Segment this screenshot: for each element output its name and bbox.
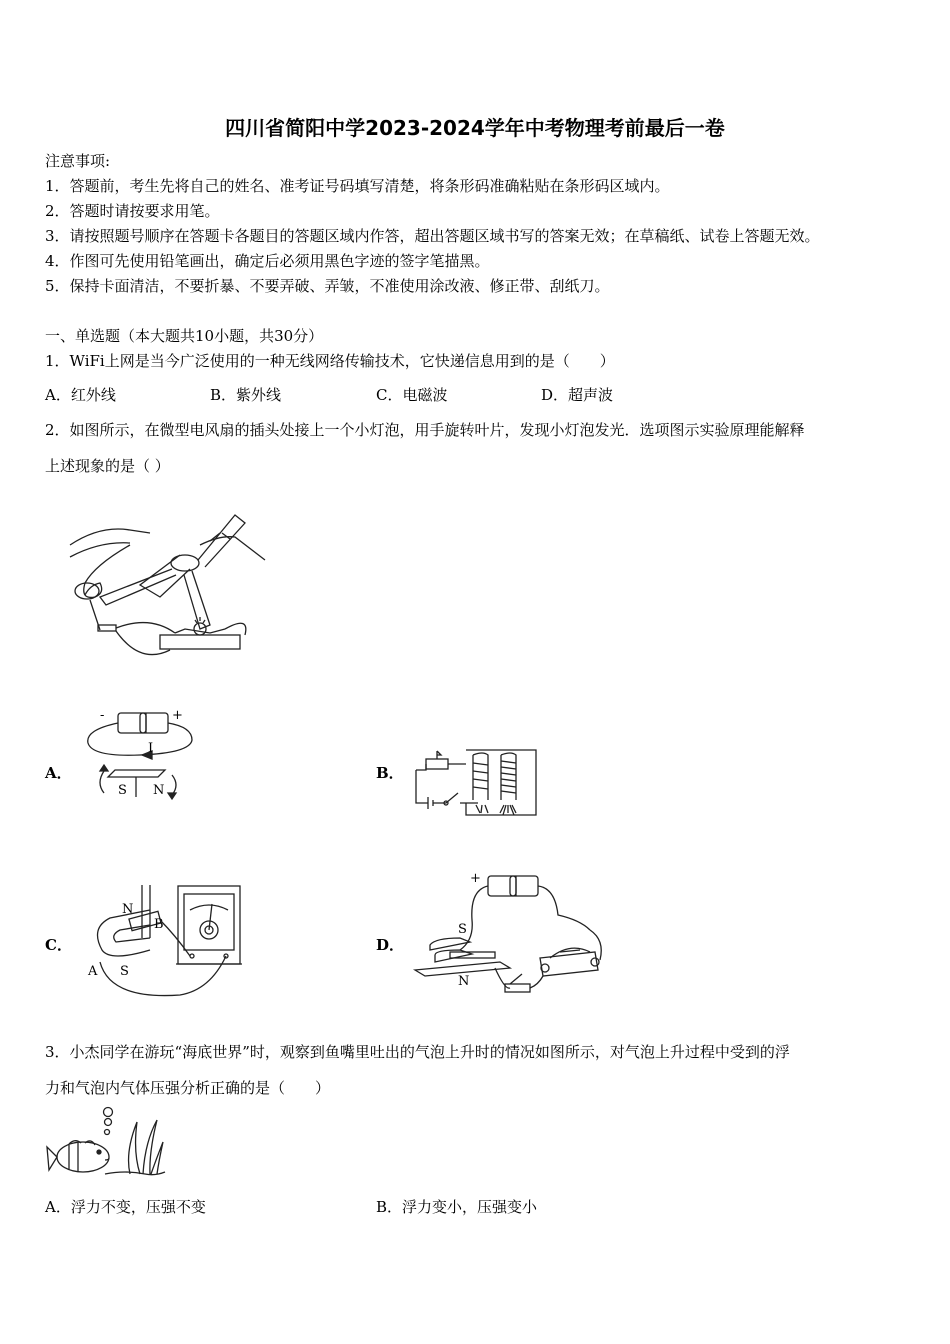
q1-option-b: B．紫外线 [210, 386, 282, 404]
q2-option-b-label: B． [376, 764, 404, 782]
option-d-figure [410, 870, 610, 1005]
q2-option-d-label: D． [376, 936, 405, 954]
option-b-figure [408, 745, 548, 820]
q1-option-c: C．电磁波 [376, 386, 448, 404]
notice-item-5: 5．保持卡面清洁，不要折暴、不要弄破、弄皱，不准使用涂改液、修正带、刮纸刀。 [45, 277, 610, 295]
fig-c-a: A [88, 964, 98, 979]
q3-option-b: B．浮力变小，压强变小 [376, 1198, 538, 1216]
page-title: 四川省简阳中学2023-2024学年中考物理考前最后一卷 [225, 116, 725, 140]
notice-item-4: 4．作图可先使用铅笔画出，确定后必须用黑色字迹的签字笔描黑。 [45, 252, 490, 270]
q1-option-a: A．红外线 [45, 386, 116, 404]
fig-d-plus: + [470, 871, 481, 886]
fig-d-north: N [458, 974, 470, 989]
fig-d-south: S [458, 922, 467, 937]
notice-heading: 注意事项: [45, 152, 111, 170]
q3-stem-line2: 力和气泡内气体压强分析正确的是（ ） [45, 1079, 331, 1097]
q3-stem-line1: 3．小杰同学在游玩“海底世界”时，观察到鱼嘴里吐出的气泡上升时的情况如图所示，对气泡上升过程中受到的浮 [45, 1043, 790, 1061]
option-a-figure [80, 705, 210, 800]
notice-item-3: 3．请按照题号顺序在答题卡各题目的答题区域内作答，超出答题区域书写的答案无效；在草稿纸、试卷上答题无效。 [45, 227, 820, 245]
fig-c-north: N [122, 902, 134, 917]
fig-a-current: I [148, 741, 154, 756]
q3-option-a: A．浮力不变，压强不变 [45, 1198, 206, 1216]
option-c-figure [80, 880, 250, 1005]
fig-a-south: S [118, 783, 127, 798]
q2-stem-line1: 2．如图所示，在微型电风扇的插头处接上一个小灯泡，用手旋转叶片，发现小灯泡发光．选项图示实验原理能解释 [45, 421, 805, 439]
q2-option-c-label: C． [45, 936, 72, 954]
fig-a-minus: - [100, 708, 105, 723]
notice-item-1: 1．答题前，考生先将自己的姓名、准考证号码填写清楚，将条形码准确粘贴在条形码区域内。 [45, 177, 670, 195]
section-heading: 一、单选题（本大题共10小题，共30分） [45, 327, 324, 345]
fan-bulb-figure [60, 505, 270, 665]
fish-bubbles-figure [45, 1112, 170, 1182]
q2-option-a-label: A． [45, 764, 72, 782]
fig-c-south: S [120, 964, 129, 979]
fig-a-north: N [153, 783, 165, 798]
q1-stem: 1．WiFi上网是当今广泛使用的一种无线网络传输技术，它快递信息用到的是（ ） [45, 352, 615, 370]
notice-item-2: 2．答题时请按要求用笔。 [45, 202, 220, 220]
q1-option-d: D．超声波 [541, 386, 614, 404]
fig-a-plus: + [172, 708, 183, 723]
fig-c-b: B [154, 917, 164, 932]
q2-stem-line2: 上述现象的是（ ） [45, 457, 170, 475]
